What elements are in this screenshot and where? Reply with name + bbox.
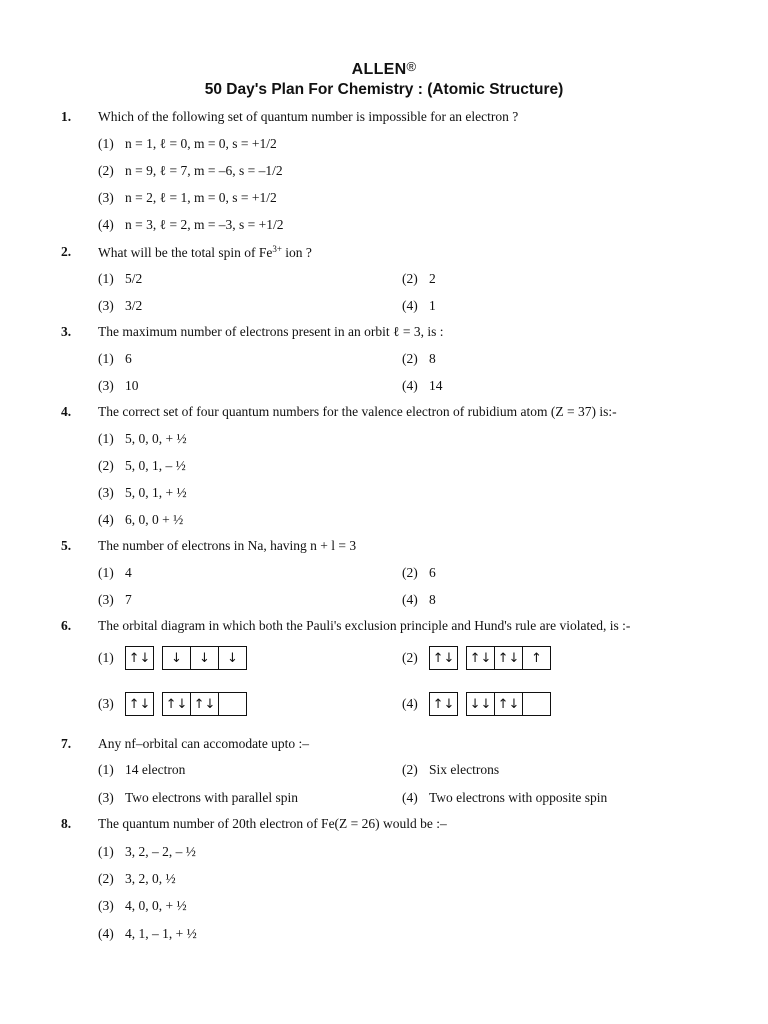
question-text: The quantum number of 20th electron of Fe(Z = 26) would be :– [98, 816, 447, 831]
option-text: 5, 0, 1, – ½ [125, 458, 186, 473]
question-text [98, 244, 312, 261]
question-number: 6. [61, 618, 72, 633]
option [98, 592, 132, 608]
question-number: 7. [61, 736, 72, 751]
option-text: 4, 0, 0, + ½ [125, 898, 187, 913]
option [98, 512, 183, 528]
question-number: 8. [61, 816, 72, 831]
option-number: (2) [98, 458, 114, 473]
s-orbital-box-group [125, 692, 154, 716]
option-number: (1) [98, 271, 114, 286]
option-text: n = 3, ℓ = 2, m = –3, s = +1/2 [125, 217, 284, 232]
option-number: (3) [98, 696, 114, 711]
option [98, 844, 196, 860]
orbital-box: ↓↓ [466, 692, 495, 716]
p-orbital-box-group [466, 646, 551, 670]
option-text: 6 [429, 565, 436, 580]
option-number: (1) [98, 431, 114, 446]
orbital-diagram-option [98, 692, 255, 716]
option [98, 898, 187, 914]
option-number: (1) [98, 136, 114, 151]
option-number: (1) [98, 650, 114, 665]
option-number: (1) [98, 844, 114, 859]
option-number: (3) [98, 190, 114, 205]
option-text: 6, 0, 0 + ½ [125, 512, 184, 527]
orbital-box: ↓ [162, 646, 191, 670]
orbital-diagram-option [402, 646, 559, 670]
question-text: The number of electrons in Na, having n + l = 3 [98, 538, 357, 553]
orbital-box: ↑↓ [429, 646, 458, 670]
option [98, 378, 139, 394]
option-number: (4) [98, 926, 114, 941]
question-text: Any nf–orbital can accomodate upto :– [98, 736, 310, 751]
option [98, 458, 186, 474]
question-text-part: What will be the total spin of Fe [98, 245, 273, 260]
option-text: n = 9, ℓ = 7, m = –6, s = –1/2 [125, 163, 283, 178]
option [98, 136, 277, 152]
orbital-box: ↑↓ [466, 646, 495, 670]
orbital-box: ↑↓ [125, 646, 154, 670]
question-number: 5. [61, 538, 72, 553]
orbital-box: ↑↓ [494, 692, 523, 716]
orbital-box: ↑↓ [429, 692, 458, 716]
option [98, 790, 298, 806]
option-text: 8 [429, 351, 436, 366]
option-number: (3) [98, 898, 114, 913]
option-number: (4) [98, 217, 114, 232]
option-number: (2) [98, 163, 114, 178]
brand-name: ALLEN [351, 61, 407, 78]
option-text: 3, 2, – 2, – ½ [125, 844, 196, 859]
s-orbital-box-group [429, 646, 458, 670]
brand-logo-text [0, 59, 768, 79]
orbital-box [218, 692, 247, 716]
p-orbital-box-group [466, 692, 551, 716]
option [402, 565, 436, 581]
option-text: 1 [429, 298, 436, 313]
question-text-part: ion ? [281, 245, 312, 260]
option [98, 565, 132, 581]
option-number: (2) [402, 650, 418, 665]
question-number: 1. [61, 109, 72, 124]
option-number: (3) [98, 298, 114, 313]
option-text: 8 [429, 592, 436, 607]
question-number: 4. [61, 404, 72, 419]
orbital-box: ↑↓ [190, 692, 219, 716]
option-number: (3) [98, 592, 114, 607]
option [98, 163, 283, 179]
option-number: (3) [98, 378, 114, 393]
option-number: (1) [98, 762, 114, 777]
option-number: (4) [402, 790, 418, 805]
option-text: Six electrons [429, 762, 500, 777]
superscript-charge: 3+ [272, 244, 282, 254]
option [402, 592, 436, 608]
option [402, 378, 443, 394]
option-text: n = 2, ℓ = 1, m = 0, s = +1/2 [125, 190, 277, 205]
option [98, 190, 277, 206]
option-text: 14 electron [125, 762, 186, 777]
question-number: 3. [61, 324, 72, 339]
option [402, 298, 436, 314]
option-text: 5, 0, 0, + ½ [125, 431, 187, 446]
option [402, 762, 499, 778]
option-number: (3) [98, 485, 114, 500]
option-text: 5/2 [125, 271, 143, 286]
option-number: (2) [402, 762, 418, 777]
option [98, 298, 142, 314]
option [98, 431, 187, 447]
option-number: (2) [402, 565, 418, 580]
orbital-box: ↑↓ [162, 692, 191, 716]
option-text: 10 [125, 378, 139, 393]
question-text: The orbital diagram in which both the Pauli's exclusion principle and Hund's rule are violated, is :- [98, 618, 631, 633]
option [98, 871, 176, 887]
s-orbital-box-group [429, 692, 458, 716]
option-text: 6 [125, 351, 132, 366]
option-number: (4) [402, 696, 418, 711]
orbital-box: ↓ [218, 646, 247, 670]
s-orbital-box-group [125, 646, 154, 670]
option [98, 351, 132, 367]
option-number: (4) [402, 378, 418, 393]
p-orbital-box-group [162, 692, 247, 716]
option-number: (2) [402, 351, 418, 366]
option-number: (4) [98, 512, 114, 527]
option-number: (2) [402, 271, 418, 286]
orbital-diagram-option [402, 692, 559, 716]
orbital-box: ↑ [522, 646, 551, 670]
option [98, 271, 142, 287]
option-number: (3) [98, 790, 114, 805]
orbital-box: ↑↓ [494, 646, 523, 670]
question-text: The correct set of four quantum numbers for the valence electron of rubidium atom (Z = 37) is:- [98, 404, 617, 419]
option-text: 7 [125, 592, 132, 607]
option-number: (4) [402, 298, 418, 313]
option-text: 5, 0, 1, + ½ [125, 485, 187, 500]
option [402, 351, 436, 367]
option-text: 3, 2, 0, ½ [125, 871, 176, 886]
registered-mark: ® [406, 59, 417, 74]
option [402, 271, 436, 287]
page-title: 50 Day's Plan For Chemistry : (Atomic Structure) [204, 81, 564, 98]
option [98, 926, 197, 942]
option-text: 2 [429, 271, 436, 286]
option [98, 485, 187, 501]
option-text: 4 [125, 565, 132, 580]
orbital-diagram-option [98, 646, 255, 670]
orbital-box [522, 692, 551, 716]
option-text: Two electrons with parallel spin [125, 790, 299, 805]
option-number: (1) [98, 351, 114, 366]
p-orbital-box-group [162, 646, 247, 670]
option-text: 3/2 [125, 298, 143, 313]
option-number: (1) [98, 565, 114, 580]
option-text: 14 [429, 378, 443, 393]
option-text: n = 1, ℓ = 0, m = 0, s = +1/2 [125, 136, 277, 151]
orbital-box: ↓ [190, 646, 219, 670]
option-text: 4, 1, – 1, + ½ [125, 926, 197, 941]
option [402, 790, 607, 806]
question-text: Which of the following set of quantum number is impossible for an electron ? [98, 109, 519, 124]
option [98, 217, 284, 233]
option-text: Two electrons with opposite spin [429, 790, 608, 805]
question-text: The maximum number of electrons present in an orbit ℓ = 3, is : [98, 324, 444, 339]
question-number: 2. [61, 244, 72, 259]
option [98, 762, 185, 778]
orbital-box: ↑↓ [125, 692, 154, 716]
option-number: (2) [98, 871, 114, 886]
option-number: (4) [402, 592, 418, 607]
